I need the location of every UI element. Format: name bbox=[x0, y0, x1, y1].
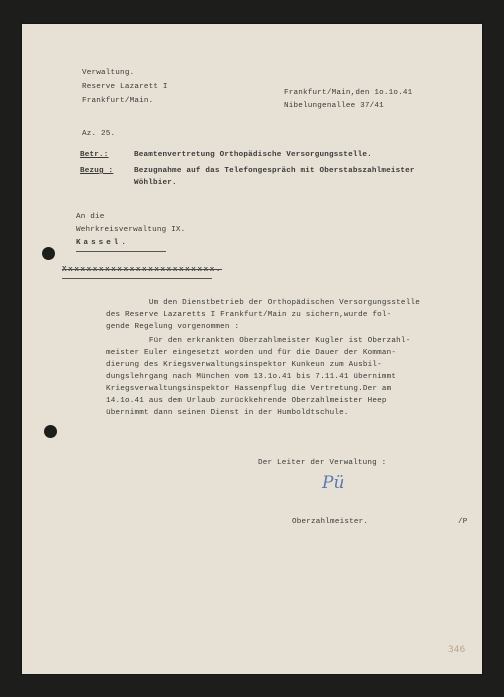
relation-line-1: Bezugnahme auf das Telefongespräch mit Oberstabszahlmeister bbox=[134, 167, 415, 175]
reference-number: Az. 25. bbox=[82, 130, 116, 138]
body-line: meister Euler eingesetzt worden und für die Dauer der Komman- bbox=[106, 349, 397, 357]
recipient-city: Kassel. bbox=[76, 239, 129, 247]
body-line: Kriegsverwaltungsinspektor Hassenpflug die Vertretung.Der am bbox=[106, 385, 392, 393]
relation-label: Bezug : bbox=[80, 167, 114, 175]
body-line: dungslehrgang nach München vom 13.1o.41 bis 7.11.41 übernimmt bbox=[106, 373, 397, 381]
address: Nibelungenallee 37/41 bbox=[284, 102, 384, 110]
recipient-underline bbox=[76, 251, 166, 252]
sender-line-1: Verwaltung. bbox=[82, 69, 135, 77]
archive-number: 346 bbox=[448, 645, 466, 655]
punch-hole-bottom bbox=[44, 425, 57, 438]
body-line: 14.1o.41 aus dem Urlaub zurückkehrende Oberzahlmeister Heep bbox=[106, 397, 387, 405]
struck-line: Xxxxxxxxxxxxxxxxxxxxxxxxx. bbox=[62, 266, 223, 274]
body-line: Für den erkrankten Oberzahlmeister Kugler ist Oberzahl- bbox=[106, 337, 411, 345]
relation-line-2: Wöhlbier. bbox=[134, 179, 177, 187]
body-line: übernimmt dann seinen Dienst in der Humboldtschule. bbox=[106, 409, 349, 417]
recipient-line-1: An die bbox=[76, 213, 105, 221]
typist-mark: /P bbox=[458, 518, 468, 526]
punch-hole-top bbox=[42, 247, 55, 260]
subject-text: Beamtenvertretung Orthopädische Versorgungsstelle. bbox=[134, 151, 372, 159]
closing-line: Der Leiter der Verwaltung : bbox=[258, 459, 387, 467]
place-date: Frankfurt/Main,den 1o.1o.41 bbox=[284, 89, 413, 97]
struck-underline bbox=[62, 278, 212, 279]
body-line: gende Regelung vorgenommen : bbox=[106, 323, 240, 331]
recipient-line-2: Wehrkreisverwaltung IX. bbox=[76, 226, 186, 234]
sender-line-2: Reserve Lazarett I bbox=[82, 83, 168, 91]
signer-title: Oberzahlmeister. bbox=[292, 518, 369, 526]
subject-label: Betr.: bbox=[80, 151, 109, 159]
body-line: Um den Dienstbetrieb der Orthopädischen Versorgungsstelle bbox=[106, 299, 420, 307]
body-line: des Reserve Lazaretts I Frankfurt/Main zu sichern,wurde fol- bbox=[106, 311, 392, 319]
sender-line-3: Frankfurt/Main. bbox=[82, 97, 154, 105]
letter-page bbox=[22, 24, 482, 674]
body-line: dierung des Kriegsverwaltungsinspektor Kunkeun zum Ausbil- bbox=[106, 361, 382, 369]
signature: Pü bbox=[322, 473, 345, 493]
